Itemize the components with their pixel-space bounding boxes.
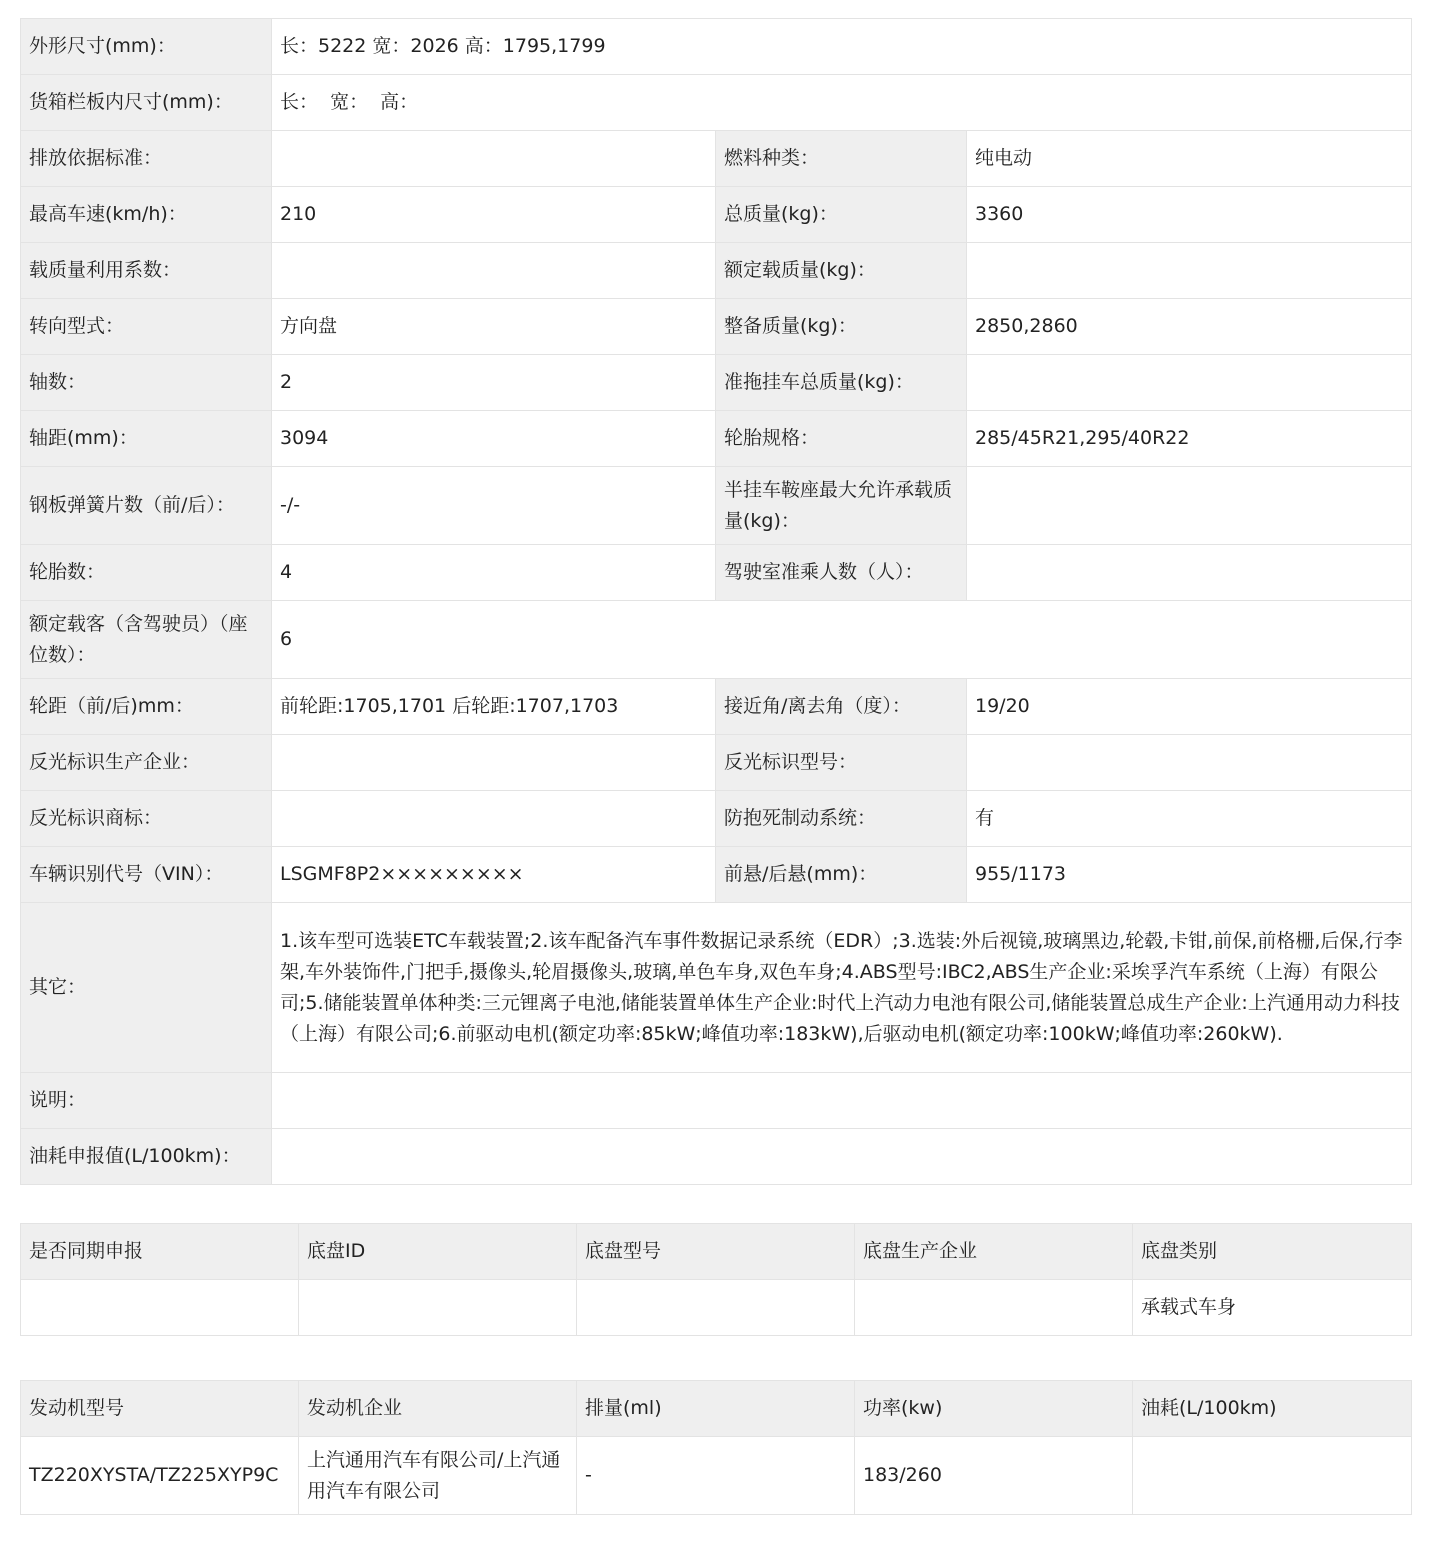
- table-cell: 承载式车身: [1133, 1280, 1412, 1336]
- fuel-type-value: 纯电动: [967, 131, 1412, 187]
- seats-value: 6: [272, 601, 1412, 679]
- column-header: 油耗(L/100km): [1133, 1381, 1412, 1437]
- tire-count-value: 4: [272, 545, 716, 601]
- dimensions-label: 外形尺寸(mm)：: [21, 19, 272, 75]
- reflector-model-value: [967, 735, 1412, 791]
- trailer-mass-value: [967, 355, 1412, 411]
- table-cell: [577, 1280, 855, 1336]
- wheelbase-value: 3094: [272, 411, 716, 467]
- table-row: [21, 243, 1412, 299]
- leaf-spring-value: -/-: [272, 467, 716, 545]
- table-row: [21, 679, 1412, 735]
- column-header: 功率(kw): [855, 1381, 1133, 1437]
- tire-spec-value: 285/45R21,295/40R22: [967, 411, 1412, 467]
- other-label: 其它：: [21, 903, 272, 1073]
- table-row: [21, 131, 1412, 187]
- fuel-consumption-value: [272, 1129, 1412, 1185]
- dimensions-value: 长：5222 宽：2026 高：1795,1799: [272, 19, 1412, 75]
- emission-standard-label: 排放依据标准：: [21, 131, 272, 187]
- axles-label: 轴数：: [21, 355, 272, 411]
- column-header: 底盘型号: [577, 1224, 855, 1280]
- table-header-row: [21, 1224, 1412, 1280]
- table-row: [21, 411, 1412, 467]
- seats-label: 额定载客（含驾驶员）（座位数）：: [21, 601, 272, 679]
- column-header: 发动机型号: [21, 1381, 299, 1437]
- gross-mass-value: 3360: [967, 187, 1412, 243]
- column-header: 是否同期申报: [21, 1224, 299, 1280]
- approach-angle-value: 19/20: [967, 679, 1412, 735]
- max-speed-label: 最高车速(km/h)：: [21, 187, 272, 243]
- column-header: 发动机企业: [299, 1381, 577, 1437]
- steering-label: 转向型式：: [21, 299, 272, 355]
- curb-mass-value: 2850,2860: [967, 299, 1412, 355]
- table-row: [21, 545, 1412, 601]
- rated-load-value: [967, 243, 1412, 299]
- table-cell: 上汽通用汽车有限公司/上汽通用汽车有限公司: [299, 1437, 577, 1515]
- wheelbase-label: 轴距(mm)：: [21, 411, 272, 467]
- table-row: [21, 847, 1412, 903]
- table-row: [21, 19, 1412, 75]
- reflector-model-label: 反光标识型号：: [716, 735, 967, 791]
- table-row: [21, 1280, 1412, 1336]
- cargo-size-label: 货箱栏板内尺寸(mm)：: [21, 75, 272, 131]
- table-cell: -: [577, 1437, 855, 1515]
- load-coefficient-value: [272, 243, 716, 299]
- table-row: [21, 1073, 1412, 1129]
- table-header-row: [21, 1381, 1412, 1437]
- leaf-spring-label: 钢板弹簧片数（前/后）：: [21, 467, 272, 545]
- tire-spec-label: 轮胎规格：: [716, 411, 967, 467]
- cargo-size-value: 长： 宽： 高：: [272, 75, 1412, 131]
- table-row: [21, 791, 1412, 847]
- vin-value: LSGMF8P2×××××××××: [272, 847, 716, 903]
- reflector-maker-value: [272, 735, 716, 791]
- tire-count-label: 轮胎数：: [21, 545, 272, 601]
- steering-value: 方向盘: [272, 299, 716, 355]
- load-coefficient-label: 载质量利用系数：: [21, 243, 272, 299]
- table-row: [21, 1437, 1412, 1515]
- saddle-load-label: 半挂车鞍座最大允许承载质量(kg)：: [716, 467, 967, 545]
- track-width-value: 前轮距:1705,1701 后轮距:1707,1703: [272, 679, 716, 735]
- other-value: 1.该车型可选装ETC车载装置;2.该车配备汽车事件数据记录系统（EDR）;3.选装:外后视镜,玻璃黑边,轮毂,卡钳,前保,前格栅,后保,行李架,车外装饰件,门把手,摄像头,轮眉摄像头,玻璃,单色车身,双色车身;4.ABS型号:IBC2,ABS生产企业:采埃孚汽车系统（上海）有限公司;5.储能装置单体种类:三元锂离子电池,储能装置单体生产企业:时代上汽动力电池有限公司,储能装置总成生产企业:上汽通用动力科技（上海）有限公司;6.前驱动电机(额定功率:85kW;峰值功率:183kW),后驱动电机(额定功率:100kW;峰值功率:260kW).: [272, 903, 1412, 1073]
- table-row: [21, 903, 1412, 1073]
- rated-load-label: 额定载质量(kg)：: [716, 243, 967, 299]
- table-cell: [1133, 1437, 1412, 1515]
- table-row: [21, 467, 1412, 545]
- vehicle-spec-table: [20, 18, 1412, 1185]
- column-header: 底盘生产企业: [855, 1224, 1133, 1280]
- saddle-load-value: [967, 467, 1412, 545]
- vin-label: 车辆识别代号（VIN）：: [21, 847, 272, 903]
- table-cell: [299, 1280, 577, 1336]
- curb-mass-label: 整备质量(kg)：: [716, 299, 967, 355]
- note-label: 说明：: [21, 1073, 272, 1129]
- track-width-label: 轮距（前/后)mm：: [21, 679, 272, 735]
- overhang-value: 955/1173: [967, 847, 1412, 903]
- axles-value: 2: [272, 355, 716, 411]
- table-cell: [855, 1280, 1133, 1336]
- approach-angle-label: 接近角/离去角（度）：: [716, 679, 967, 735]
- column-header: 底盘类别: [1133, 1224, 1412, 1280]
- fuel-consumption-label: 油耗申报值(L/100km)：: [21, 1129, 272, 1185]
- abs-value: 有: [967, 791, 1412, 847]
- cab-capacity-value: [967, 545, 1412, 601]
- table-cell: 183/260: [855, 1437, 1133, 1515]
- emission-standard-value: [272, 131, 716, 187]
- table-cell: TZ220XYSTA/TZ225XYP9C: [21, 1437, 299, 1515]
- max-speed-value: 210: [272, 187, 716, 243]
- gross-mass-label: 总质量(kg)：: [716, 187, 967, 243]
- table-row: [21, 1129, 1412, 1185]
- abs-label: 防抱死制动系统：: [716, 791, 967, 847]
- column-header: 排量(ml): [577, 1381, 855, 1437]
- trailer-mass-label: 准拖挂车总质量(kg)：: [716, 355, 967, 411]
- engine-table: [20, 1380, 1412, 1515]
- table-row: [21, 601, 1412, 679]
- reflector-maker-label: 反光标识生产企业：: [21, 735, 272, 791]
- table-row: [21, 355, 1412, 411]
- table-row: [21, 75, 1412, 131]
- table-row: [21, 187, 1412, 243]
- table-row: [21, 735, 1412, 791]
- overhang-label: 前悬/后悬(mm)：: [716, 847, 967, 903]
- table-cell: [21, 1280, 299, 1336]
- reflector-brand-value: [272, 791, 716, 847]
- reflector-brand-label: 反光标识商标：: [21, 791, 272, 847]
- chassis-table: [20, 1223, 1412, 1336]
- fuel-type-label: 燃料种类：: [716, 131, 967, 187]
- note-value: [272, 1073, 1412, 1129]
- cab-capacity-label: 驾驶室准乘人数（人）：: [716, 545, 967, 601]
- column-header: 底盘ID: [299, 1224, 577, 1280]
- table-row: [21, 299, 1412, 355]
